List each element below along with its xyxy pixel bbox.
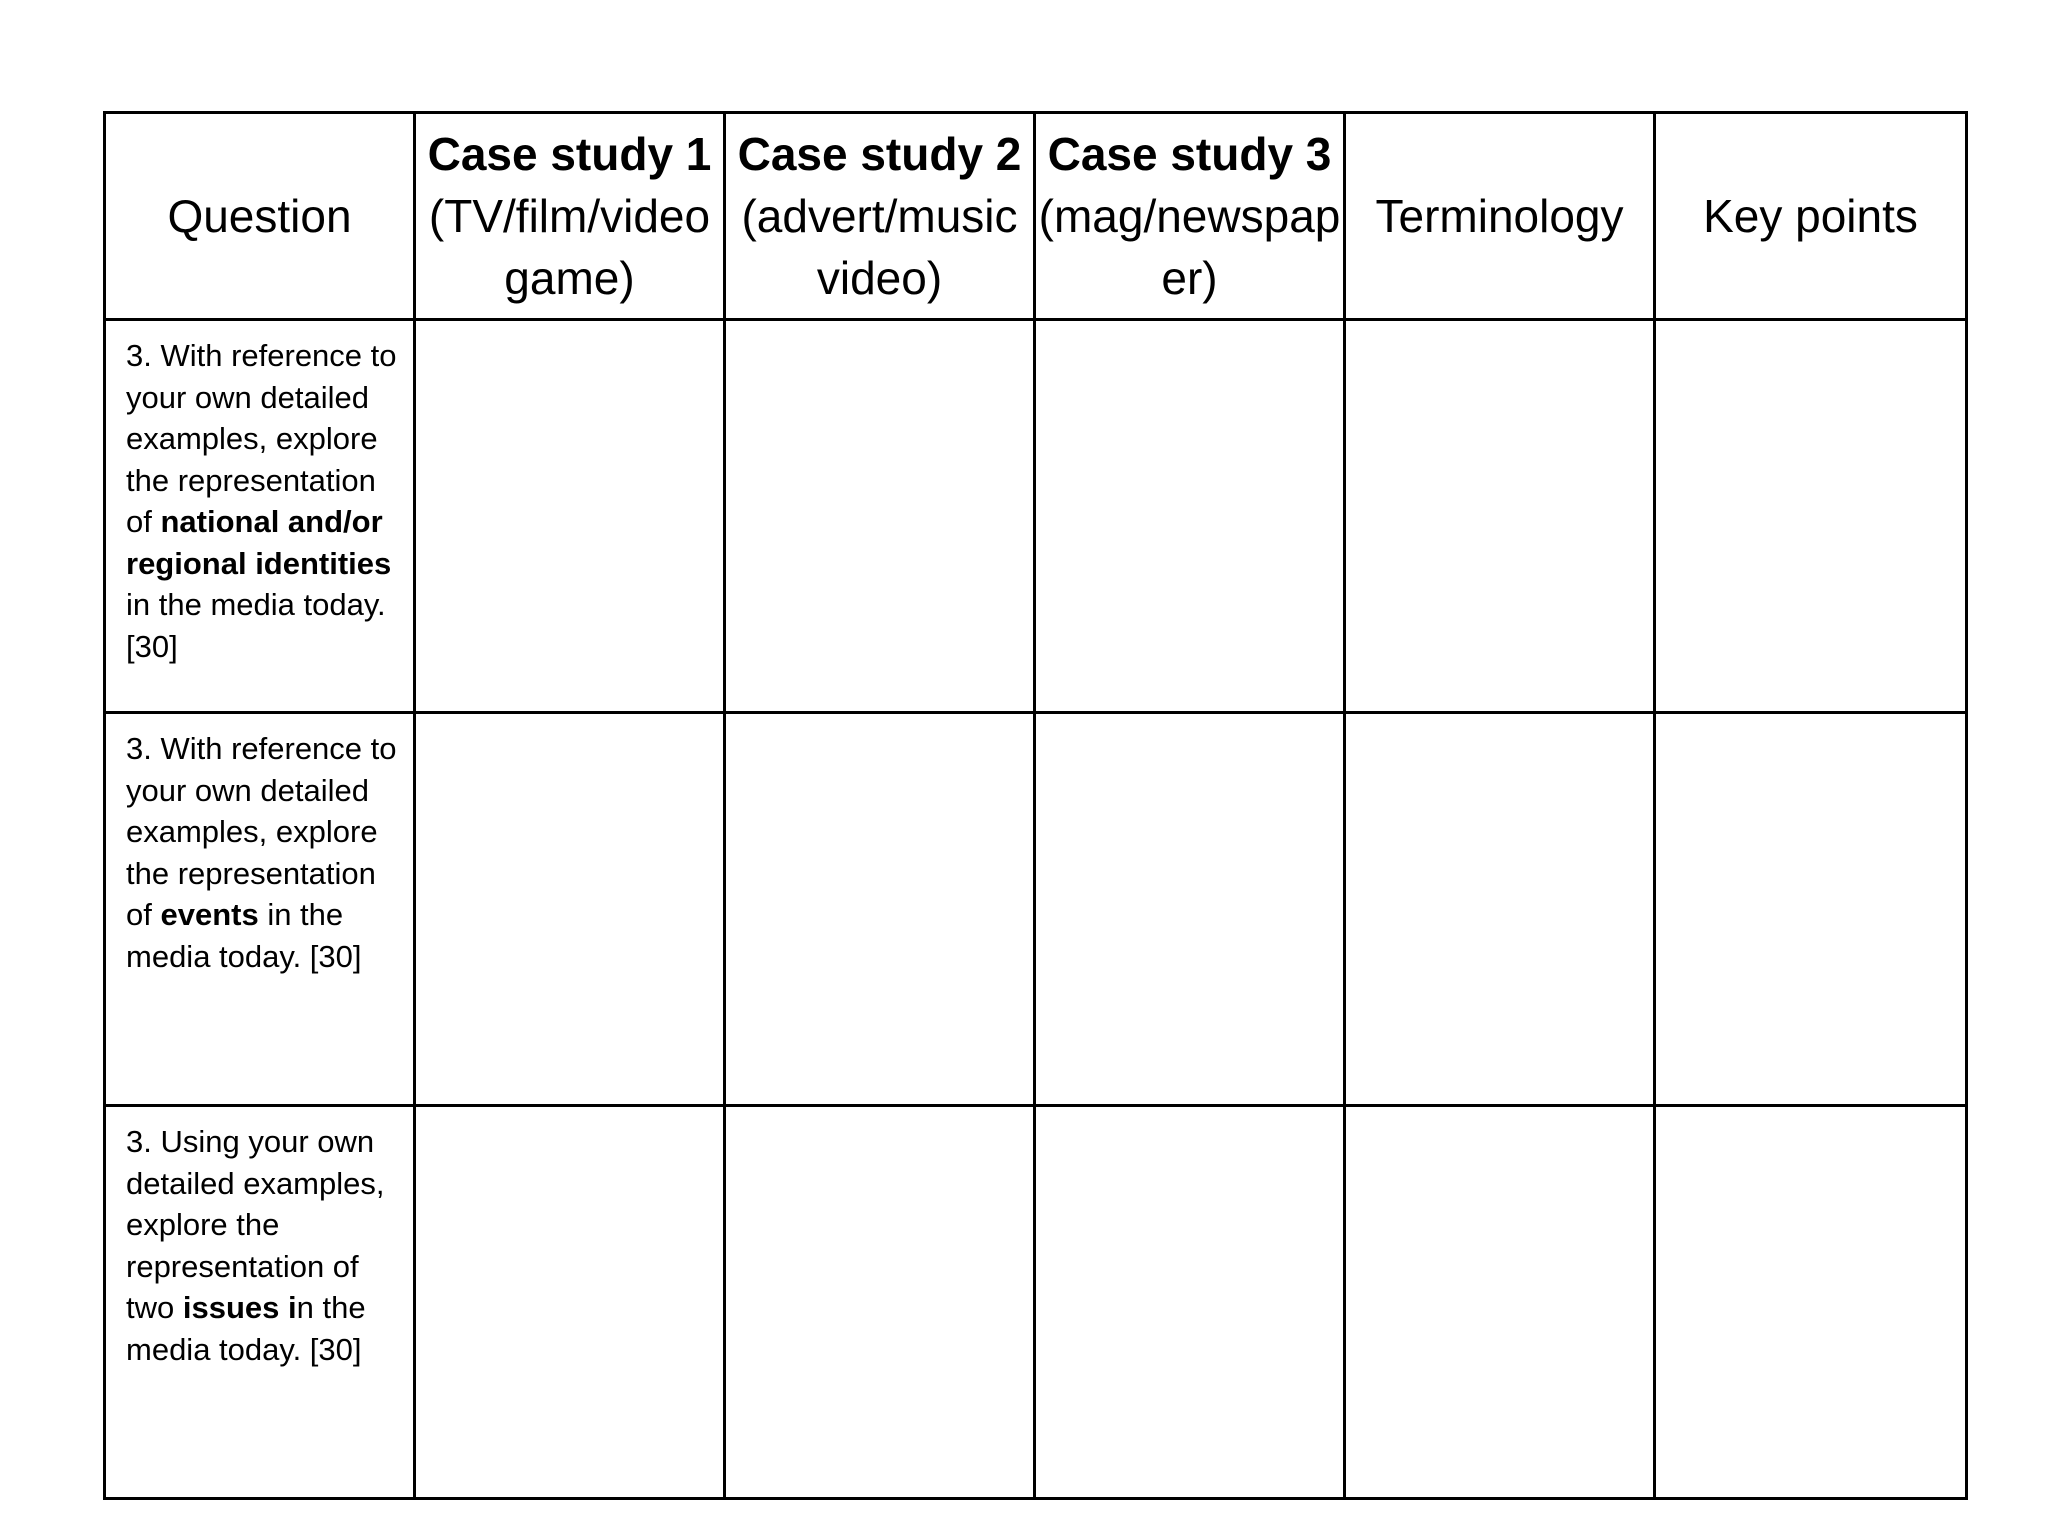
- terminology-cell[interactable]: [1345, 320, 1655, 713]
- question-table: [103, 111, 1968, 1500]
- case-study-3-cell[interactable]: [1035, 713, 1345, 1106]
- header-case-study-3-subtitle: (mag/newspaper): [1038, 190, 1341, 304]
- question-cell: [105, 1106, 415, 1499]
- key-points-cell[interactable]: [1655, 320, 1967, 713]
- question-emphasis: issues i: [182, 1290, 297, 1325]
- question-text: 3. With reference to your own detailed examples, explore the representation of: [126, 338, 397, 539]
- case-study-1-cell[interactable]: [415, 320, 725, 713]
- table-row: [105, 713, 1967, 1106]
- header-key-points: Key points: [1655, 113, 1967, 320]
- case-study-3-cell[interactable]: [1035, 1106, 1345, 1499]
- header-case-study-2-title: Case study 2: [737, 128, 1022, 180]
- question-text-end: n the media today. [30]: [126, 1290, 366, 1367]
- table-row: [105, 320, 1967, 713]
- case-study-2-cell[interactable]: [725, 320, 1035, 713]
- question-emphasis: events: [160, 897, 259, 932]
- case-study-2-cell[interactable]: [725, 1106, 1035, 1499]
- case-study-3-cell[interactable]: [1035, 320, 1345, 713]
- header-case-study-2: [725, 113, 1035, 320]
- terminology-cell[interactable]: [1345, 1106, 1655, 1499]
- header-case-study-1: [415, 113, 725, 320]
- case-study-1-cell[interactable]: [415, 713, 725, 1106]
- table-header-row: [105, 113, 1967, 320]
- question-cell: [105, 713, 415, 1106]
- case-study-1-cell[interactable]: [415, 1106, 725, 1499]
- header-case-study-1-subtitle: (TV/film/video game): [428, 190, 711, 304]
- terminology-cell[interactable]: [1345, 713, 1655, 1106]
- question-emphasis: national and/or regional identities: [126, 504, 392, 581]
- header-case-study-2-subtitle: (advert/music video): [741, 190, 1018, 304]
- question-text-end: in the media today. [30]: [126, 897, 362, 974]
- header-case-study-3: [1035, 113, 1345, 320]
- header-question: Question: [105, 113, 415, 320]
- question-cell: [105, 320, 415, 713]
- key-points-cell[interactable]: [1655, 713, 1967, 1106]
- case-study-2-cell[interactable]: [725, 713, 1035, 1106]
- header-terminology: Terminology: [1345, 113, 1655, 320]
- key-points-cell[interactable]: [1655, 1106, 1967, 1499]
- header-case-study-3-title: Case study 3: [1047, 128, 1332, 180]
- question-text-end: in the media today. [30]: [126, 587, 386, 664]
- table-row: [105, 1106, 1967, 1499]
- header-case-study-1-title: Case study 1: [427, 128, 712, 180]
- question-text: 3. With reference to your own detailed examples, explore the representation of: [126, 731, 397, 932]
- question-text: 3. Using your own detailed examples, explore the representation of two: [126, 1124, 385, 1325]
